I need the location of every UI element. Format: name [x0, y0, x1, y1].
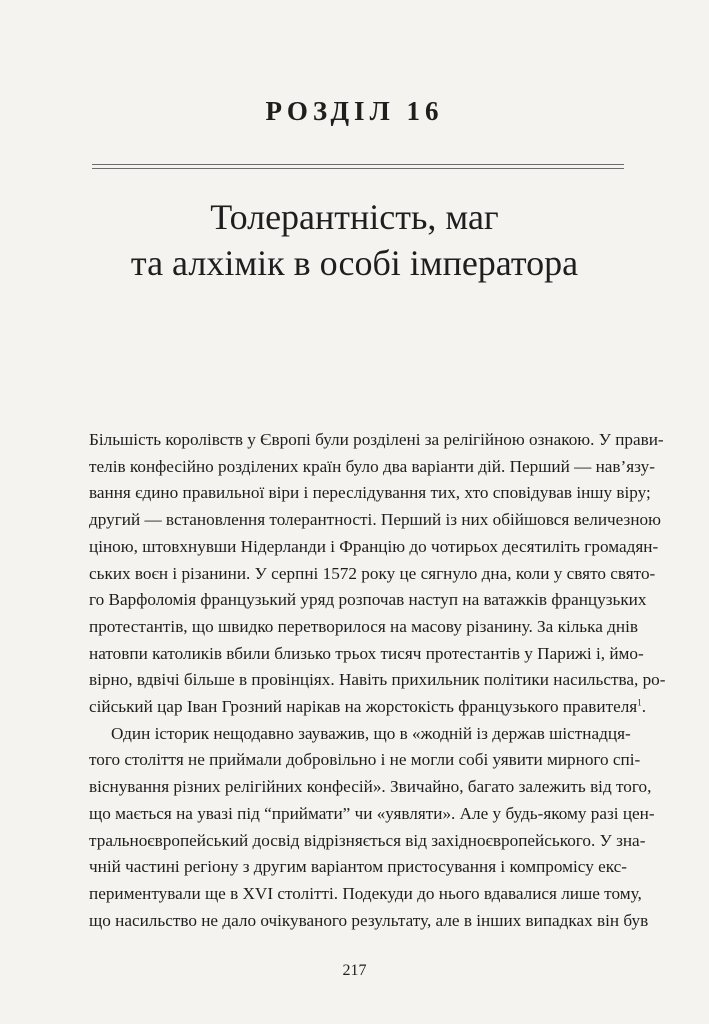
- text-line: чній частині регіону з другим варіантом пристосування і компромісу екс-: [89, 857, 628, 877]
- title-line: Толерантність, маг: [210, 197, 499, 237]
- text-line: телів конфесійно розділених країн було два варіанти дій. Перший — нав’язу-: [89, 456, 655, 476]
- text-line: вання єдино правильної віри і переслідування тих, хто сповідував іншу віру;: [89, 483, 651, 503]
- double-rule-divider: [92, 164, 624, 169]
- text-line-content: сійський цар Іван Грозний нарікав на жорстокість французького правителя: [89, 697, 638, 717]
- paragraph-1: [89, 427, 666, 721]
- text-line: вірно, вдвічі більше в провінціях. Навіть прихильник політики насильства, ро-: [89, 670, 666, 690]
- text-line: го Варфоломія французький уряд розпочав наступ на ватажків французьких: [89, 590, 647, 610]
- text-line: другий — встановлення толерантності. Перший із них обійшовся величезною: [89, 510, 661, 530]
- chapter-title: [0, 194, 709, 286]
- body-text: [89, 427, 666, 934]
- chapter-label: РОЗДІЛ 16: [265, 96, 444, 126]
- page-number: 217: [342, 962, 367, 979]
- paragraph-2: [89, 721, 655, 935]
- text-line: ціною, штовхнувши Нідерланди і Францію до чотирьох десятиліть громадян-: [89, 536, 659, 556]
- text-line: що насильство не дало очікуваного результату, але в інших випадках він був: [89, 910, 649, 930]
- text-line: периментували ще в XVI столітті. Подекуди до нього вдавалися лише тому,: [89, 883, 642, 903]
- text-line: Більшість королівств у Європі були розділені за релігійною ознакою. У прави-: [89, 430, 664, 449]
- text-line: протестантів, що швидко перетворилося на масову різанину. За кілька днів: [89, 616, 638, 636]
- text-line: Один історик нещодавно зауважив, що в «жодній із держав шістнадця-: [111, 723, 631, 743]
- text-line: віснування різних релігійних конфесій». Звичайно, багато залежить від того,: [89, 777, 652, 797]
- text-line: ських воєн і різанини. У серпні 1572 року це сягнуло дна, коли у свято свято-: [89, 563, 656, 583]
- text-line-last: сійський цар Іван Грозний нарікав на жорстокість французького правителя$^1$.: [89, 697, 646, 717]
- title-line: та алхімік в особі імператора: [130, 243, 579, 283]
- text-line: що мається на увазі під “приймати” чи «уявляти». Але у будь-якому разі цен-: [89, 803, 655, 823]
- text-line: тральноєвропейський досвід відрізняється від західноєвропейського. У зна-: [89, 830, 646, 850]
- text-line: натовпи католиків вбили близько трьох тисяч протестантів у Парижі і, ймо-: [89, 643, 644, 663]
- text-line: того століття не приймали добровільно і не могли собі уявити мирного спі-: [89, 750, 641, 770]
- footnote-marker[interactable]: 1: [637, 697, 642, 708]
